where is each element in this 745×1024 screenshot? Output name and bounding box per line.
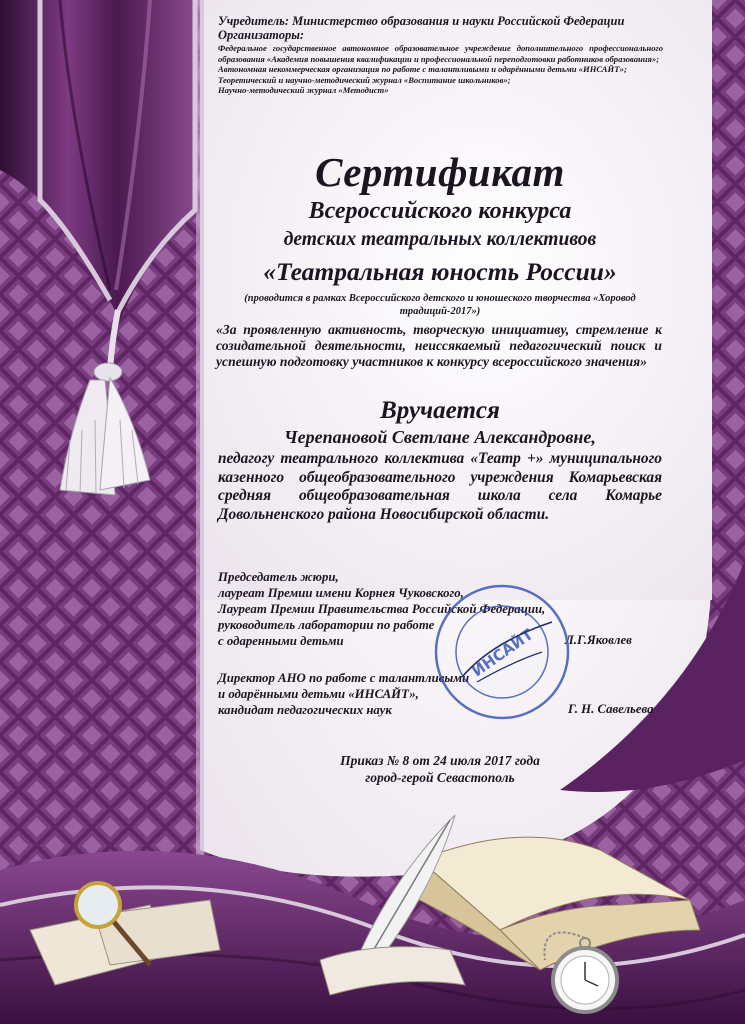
jury-chair-line: с одаренными детьми [218, 634, 344, 648]
founder-line: Учредитель: Министерство образования и науки Российской Федерации [218, 14, 625, 28]
certificate-title: Сертификат [315, 149, 565, 195]
organizers-list [218, 43, 663, 96]
director-line: и одарёнными детьми «ИНСАЙТ», [218, 687, 419, 701]
organizers-label: Организаторы: [218, 28, 305, 42]
organizer-item: Теоретический и научно-методический журнал «Воспитание школьников»; [218, 74, 511, 85]
order-number: Приказ № 8 от 24 июля 2017 года [340, 753, 540, 768]
contest-line-2: детских театральных коллективов [283, 229, 597, 250]
contest-line-1: Всероссийского конкурса [308, 198, 572, 224]
award-reason: «За проявленную активность, творческую инициативу, стремление к созидательной деятельности, неиссякаемый педагогический поиск и успешную подготовку участников к конкурсу всероссийского значения» [216, 322, 662, 369]
order-city: город-герой Севастополь [365, 770, 515, 785]
jury-chair-name: Л.Г.Яковлев [565, 633, 632, 647]
jury-chair-line: руководитель лаборатории по работе [218, 618, 435, 632]
director-line: Директор АНО по работе с талантливыми [218, 671, 470, 685]
jury-chair-line: Лауреат Премии Правительства Российской Федерации, [218, 602, 546, 616]
order-block [230, 752, 650, 786]
organizer-item: Научно-методический журнал «Методист» [218, 85, 389, 96]
contest-name: «Театральная юность России» [263, 257, 617, 286]
organizer-item: Автономная некоммерческая организация по работе с талантливыми и одарёнными детьми «ИНСАЙТ»; [218, 64, 627, 75]
svg-text:ИНСАЙТ: ИНСАЙТ [468, 625, 537, 681]
recipient-description: педагогу театрального коллектива «Театр +» муниципального казенного общеобразовательного учреждения Комарьевская средняя общеобразовательная школа села Комарье Довольненского района Новосибирской области. [218, 450, 662, 523]
contest-note: (проводится в рамках Всероссийского детского и юношеского творчества «Хоровод традиций-2017») [244, 293, 636, 317]
director-line: кандидат педагогических наук [218, 703, 392, 717]
jury-chair-line: Председатель жюри, [218, 570, 339, 584]
director-name: Г. Н. Савельева [568, 702, 654, 716]
recipient-name: Черепановой Светлане Александровне, [284, 427, 596, 447]
awarded-label: Вручается [380, 397, 500, 424]
organizer-item: Федеральное государственное автономное образовательное учреждение дополнительного профессионального образования «Академия повышения квалификации и профессиональной переподготовки работников образования»; [218, 43, 663, 64]
jury-chair-line: лауреат Премии имени Корнея Чуковского, [218, 586, 464, 600]
official-stamp [432, 582, 572, 722]
